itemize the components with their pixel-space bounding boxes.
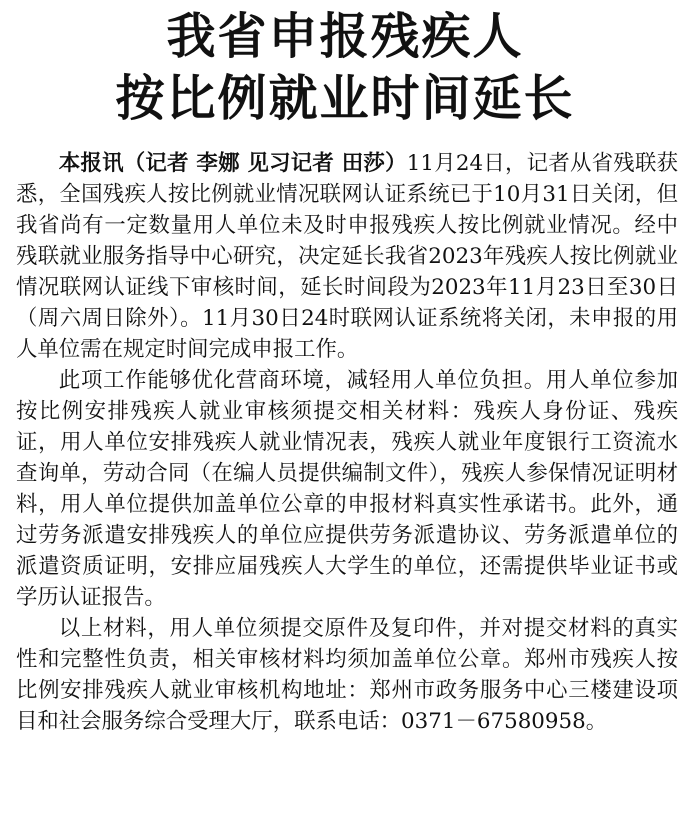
article-paragraph-1 — [16, 148, 678, 365]
headline-line-1: 我省申报残疾人 — [166, 8, 524, 65]
article-paragraph-2: 此项工作能够优化营商环境，减轻用人单位负担。用人单位参加按比例安排残疾人就业审核须提交相关材料：残疾人身份证、残疾证，用人单位安排残疾人就业情况表，残疾人就业年度银行工资流水查询单，劳动合同（在编人员提供编制文件），残疾人参保情况证明材料，用人单位提供加盖单位公章的申报材料真实性承诺书。此外，通过劳务派遣安排残疾人的单位应提供劳务派遣协议、劳务派遣单位的派遣资质证明，安排应届残疾人大学生的单位，还需提供毕业证书或学历认证报告。 — [16, 368, 678, 610]
paragraph-1-text: 11月24日，记者从省残联获悉，全国残疾人按比例就业情况联网认证系统已于10月31日关闭，但我省尚有一定数量用人单位未及时申报残疾人按比例就业情况。经中残联就业服务指导中心研究，决定延长我省2023年残疾人按比例就业情况联网认证线下审核时间，延长时间段为2023年11月23日至30日（周六周日除外）。11月30日24时联网认证系统将关闭，未申报的用人单位需在规定时间完成申报工作。 — [16, 151, 678, 362]
article-paragraph-3: 以上材料，用人单位须提交原件及复印件，并对提交材料的真实性和完整性负责，相关审核材料均须加盖单位公章。郑州市残疾人按比例安排残疾人就业审核机构地址：郑州市政务服务中心三楼建设项目和社会服务综合受理大厅，联系电话：0371－67580958。 — [16, 616, 678, 734]
headline — [0, 6, 690, 130]
article-body — [16, 148, 678, 737]
byline: 本报讯（记者 李娜 见习记者 田莎） — [58, 151, 407, 176]
headline-line-2: 按比例就业时间延长 — [115, 70, 575, 127]
